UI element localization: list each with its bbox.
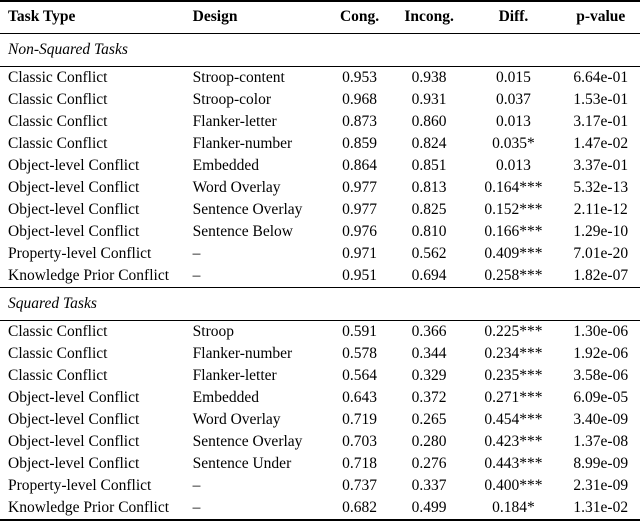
diff-cell: 0.013 — [496, 113, 531, 130]
cong-cell: 0.682 — [342, 499, 377, 516]
table-row — [0, 453, 640, 475]
design-cell: Sentence Overlay — [192, 433, 303, 450]
table-row — [0, 243, 640, 265]
pvalue-cell: 3.58e-06 — [573, 367, 629, 384]
design-cell: – — [192, 267, 201, 284]
incong-cell: 0.813 — [411, 179, 447, 196]
pvalue-cell: 1.30e-06 — [573, 323, 629, 340]
section-row — [0, 34, 640, 67]
pvalue-cell: 1.29e-10 — [573, 223, 629, 240]
column-header-cong: Cong. — [326, 1, 393, 34]
design-cell: – — [192, 477, 201, 494]
incong-cell: 0.810 — [411, 223, 447, 240]
pvalue-cell: 2.11e-12 — [573, 201, 628, 218]
column-header-design: Design — [189, 1, 327, 34]
design-cell: Sentence Under — [192, 455, 292, 472]
diff-cell: 0.454*** — [484, 411, 543, 428]
cong-cell: 0.719 — [342, 411, 377, 428]
pvalue-cell: 3.40e-09 — [573, 411, 629, 428]
table-row — [0, 387, 640, 409]
incong-cell: 0.931 — [411, 91, 447, 108]
diff-cell: 0.443*** — [484, 455, 543, 472]
design-cell: Flanker-number — [192, 345, 293, 362]
design-cell: Stroop-content — [192, 69, 285, 86]
cong-cell: 0.737 — [342, 477, 377, 494]
incong-cell: 0.344 — [411, 345, 447, 362]
column-header-incong: Incong. — [393, 1, 466, 34]
cong-cell: 0.951 — [342, 267, 377, 284]
design-cell: – — [192, 499, 201, 516]
task-type-cell: Classic Conflict — [8, 113, 108, 130]
incong-cell: 0.938 — [411, 69, 447, 86]
task-type-cell: Classic Conflict — [8, 345, 108, 362]
pvalue-cell: 1.31e-02 — [573, 499, 629, 516]
pvalue-cell: 5.32e-13 — [573, 179, 629, 196]
task-type-cell: Object-level Conflict — [8, 157, 140, 174]
table-row — [0, 409, 640, 431]
cong-cell: 0.718 — [342, 455, 377, 472]
diff-cell: 0.015 — [496, 69, 531, 86]
incong-cell: 0.860 — [411, 113, 447, 130]
diff-cell: 0.037 — [496, 91, 531, 108]
incong-cell: 0.499 — [411, 499, 447, 516]
table-row — [0, 431, 640, 453]
diff-cell: 0.235*** — [484, 367, 543, 384]
task-type-cell: Object-level Conflict — [8, 389, 140, 406]
task-type-cell: Classic Conflict — [8, 91, 108, 108]
cong-cell: 0.976 — [342, 223, 377, 240]
table-body — [0, 34, 640, 521]
task-type-cell: Property-level Conflict — [8, 477, 152, 494]
task-type-cell: Knowledge Prior Conflict — [8, 499, 170, 516]
design-cell: Word Overlay — [192, 179, 281, 196]
cong-cell: 0.703 — [342, 433, 377, 450]
cong-cell: 0.968 — [342, 91, 377, 108]
diff-cell: 0.184* — [492, 499, 535, 516]
cong-cell: 0.953 — [342, 69, 377, 86]
diff-cell: 0.013 — [496, 157, 531, 174]
table-row — [0, 343, 640, 365]
pvalue-cell: 8.99e-09 — [573, 455, 629, 472]
table-row — [0, 199, 640, 221]
incong-cell: 0.366 — [411, 323, 447, 340]
task-type-cell: Classic Conflict — [8, 367, 108, 384]
design-cell: Sentence Overlay — [192, 201, 303, 218]
design-cell: Embedded — [192, 389, 259, 406]
table-row — [0, 133, 640, 155]
incong-cell: 0.562 — [411, 245, 447, 262]
diff-cell: 0.234*** — [484, 345, 543, 362]
diff-cell: 0.423*** — [484, 433, 543, 450]
design-cell: Flanker-letter — [192, 367, 277, 384]
incong-cell: 0.851 — [411, 157, 447, 174]
pvalue-cell: 6.64e-01 — [573, 69, 629, 86]
section-row — [0, 288, 640, 321]
diff-cell: 0.225*** — [484, 323, 543, 340]
table-row — [0, 221, 640, 243]
design-cell: Stroop — [192, 323, 235, 340]
pvalue-cell: 3.37e-01 — [573, 157, 629, 174]
task-type-cell: Object-level Conflict — [8, 223, 140, 240]
diff-cell: 0.271*** — [484, 389, 543, 406]
pvalue-cell: 1.82e-07 — [573, 267, 629, 284]
design-cell: Sentence Below — [192, 223, 293, 240]
pvalue-cell: 7.01e-20 — [573, 245, 629, 262]
task-type-cell: Classic Conflict — [8, 69, 108, 86]
task-type-cell: Classic Conflict — [8, 323, 108, 340]
pvalue-cell: 1.53e-01 — [573, 91, 629, 108]
design-cell: Stroop-color — [192, 91, 272, 108]
pvalue-cell: 1.37e-08 — [573, 433, 629, 450]
incong-cell: 0.372 — [411, 389, 447, 406]
task-type-cell: Object-level Conflict — [8, 455, 140, 472]
design-cell: – — [192, 245, 201, 262]
diff-cell: 0.035* — [492, 135, 535, 152]
task-type-cell: Classic Conflict — [8, 135, 108, 152]
cong-cell: 0.643 — [342, 389, 377, 406]
design-cell: Flanker-number — [192, 135, 293, 152]
design-cell: Flanker-letter — [192, 113, 277, 130]
diff-cell: 0.164*** — [484, 179, 543, 196]
table-row — [0, 111, 640, 133]
diff-cell: 0.258*** — [484, 267, 543, 284]
incong-cell: 0.337 — [411, 477, 447, 494]
cong-cell: 0.977 — [342, 179, 377, 196]
pvalue-cell: 1.47e-02 — [573, 135, 629, 152]
pvalue-cell: 1.92e-06 — [573, 345, 629, 362]
table-row — [0, 177, 640, 199]
pvalue-cell: 6.09e-05 — [573, 389, 629, 406]
column-header-task-type: Task Type — [0, 1, 189, 34]
incong-cell: 0.694 — [411, 267, 447, 284]
incong-cell: 0.329 — [411, 367, 447, 384]
table-row — [0, 321, 640, 344]
pvalue-cell: 3.17e-01 — [573, 113, 629, 130]
task-type-cell: Object-level Conflict — [8, 201, 140, 218]
cong-cell: 0.977 — [342, 201, 377, 218]
section-title: Non-Squared Tasks — [0, 34, 640, 67]
table-row — [0, 155, 640, 177]
task-type-cell: Knowledge Prior Conflict — [8, 267, 170, 284]
incong-cell: 0.824 — [411, 135, 447, 152]
column-header-pvalue: p-value — [562, 1, 640, 34]
task-type-cell: Object-level Conflict — [8, 179, 140, 196]
task-type-cell: Property-level Conflict — [8, 245, 152, 262]
incong-cell: 0.280 — [411, 433, 447, 450]
cong-cell: 0.591 — [342, 323, 377, 340]
diff-cell: 0.152*** — [484, 201, 543, 218]
table-row — [0, 365, 640, 387]
diff-cell: 0.400*** — [484, 477, 543, 494]
table-row — [0, 475, 640, 497]
cong-cell: 0.864 — [342, 157, 377, 174]
design-cell: Embedded — [192, 157, 259, 174]
design-cell: Word Overlay — [192, 411, 281, 428]
cong-cell: 0.564 — [342, 367, 377, 384]
cong-cell: 0.873 — [342, 113, 377, 130]
table-header-row — [0, 1, 640, 34]
incong-cell: 0.825 — [411, 201, 447, 218]
column-header-diff: Diff. — [465, 1, 561, 34]
diff-cell: 0.166*** — [484, 223, 543, 240]
cong-cell: 0.578 — [342, 345, 377, 362]
incong-cell: 0.265 — [411, 411, 447, 428]
incong-cell: 0.276 — [411, 455, 447, 472]
diff-cell: 0.409*** — [484, 245, 543, 262]
table-row — [0, 265, 640, 288]
cong-cell: 0.971 — [342, 245, 377, 262]
table-row — [0, 67, 640, 90]
task-type-cell: Object-level Conflict — [8, 433, 140, 450]
table-row — [0, 89, 640, 111]
section-title: Squared Tasks — [0, 288, 640, 321]
pvalue-cell: 2.31e-09 — [573, 477, 629, 494]
cong-cell: 0.859 — [342, 135, 377, 152]
task-type-cell: Object-level Conflict — [8, 411, 140, 428]
